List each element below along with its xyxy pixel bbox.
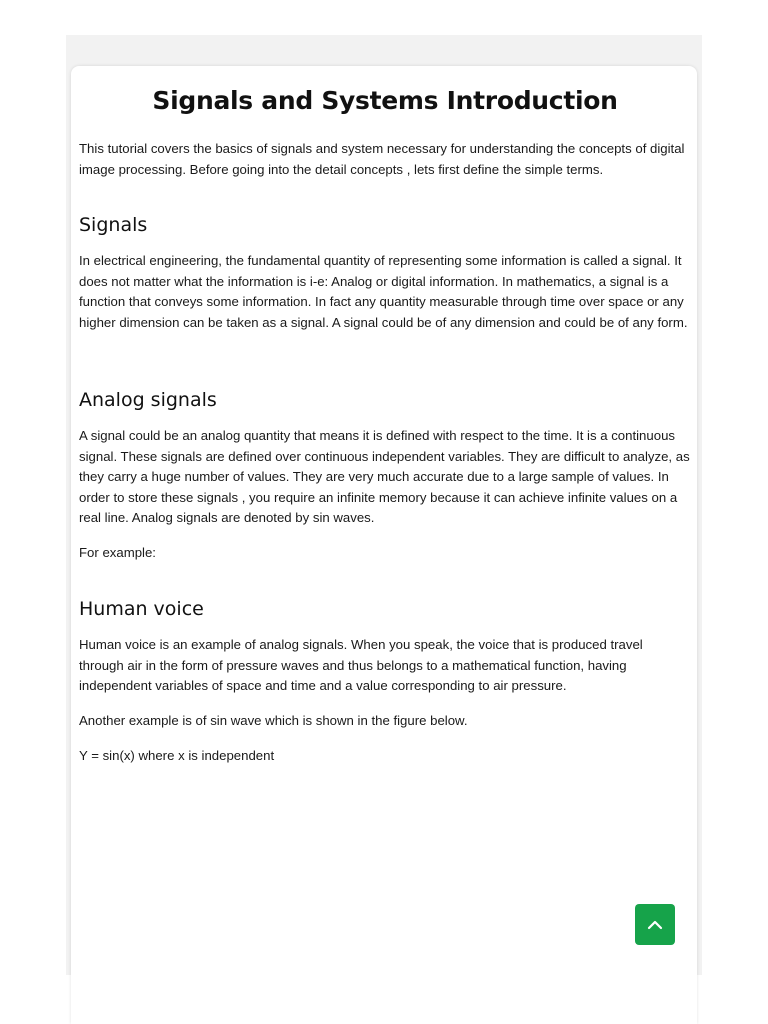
page-title: Signals and Systems Introduction	[152, 86, 618, 115]
signals-paragraph: In electrical engineering, the fundamental quantity of representing some information is called a signal. It does not matter what the information is i-e: Analog or digital information. In mathematics, a signal is a function that conveys some information. In fact any quantity measurable through time over space or any higher dimension can be taken as a signal. A signal could be of any dimension and could be of any form.	[79, 253, 688, 330]
chevron-up-icon	[646, 916, 664, 934]
another-example-text: Another example is of sin wave which is shown in the figure below.	[79, 713, 468, 728]
analog-signals-paragraph: A signal could be an analog quantity that means it is defined with respect to the time. It is a continuous signal. These signals are defined over continuous independent variables. They are difficult to analyze, as they carry a huge number of values. They are very much accurate due to a large sample of values. In order to store these signals , you require an infinite memory because it can achieve infinite values on a real line. Analog signals are denoted by sin waves.	[79, 428, 690, 525]
for-example-text: For example:	[79, 545, 156, 560]
analog-signals-heading: Analog signals	[79, 389, 217, 411]
human-voice-heading: Human voice	[79, 598, 204, 620]
scroll-to-top-button[interactable]	[635, 904, 675, 945]
signals-heading: Signals	[79, 214, 148, 236]
formula-text: Y = sin(x) where x is independent	[79, 748, 275, 763]
human-voice-paragraph: Human voice is an example of analog signals. When you speak, the voice that is produced travel through air in the form of pressure waves and thus belongs to a mathematical function, having independent variables of space and time and a value corresponding to air pressure.	[79, 637, 643, 693]
intro-paragraph: This tutorial covers the basics of signals and system necessary for understanding the concepts of digital image processing. Before going into the detail concepts , lets first define the simple terms.	[79, 141, 685, 177]
